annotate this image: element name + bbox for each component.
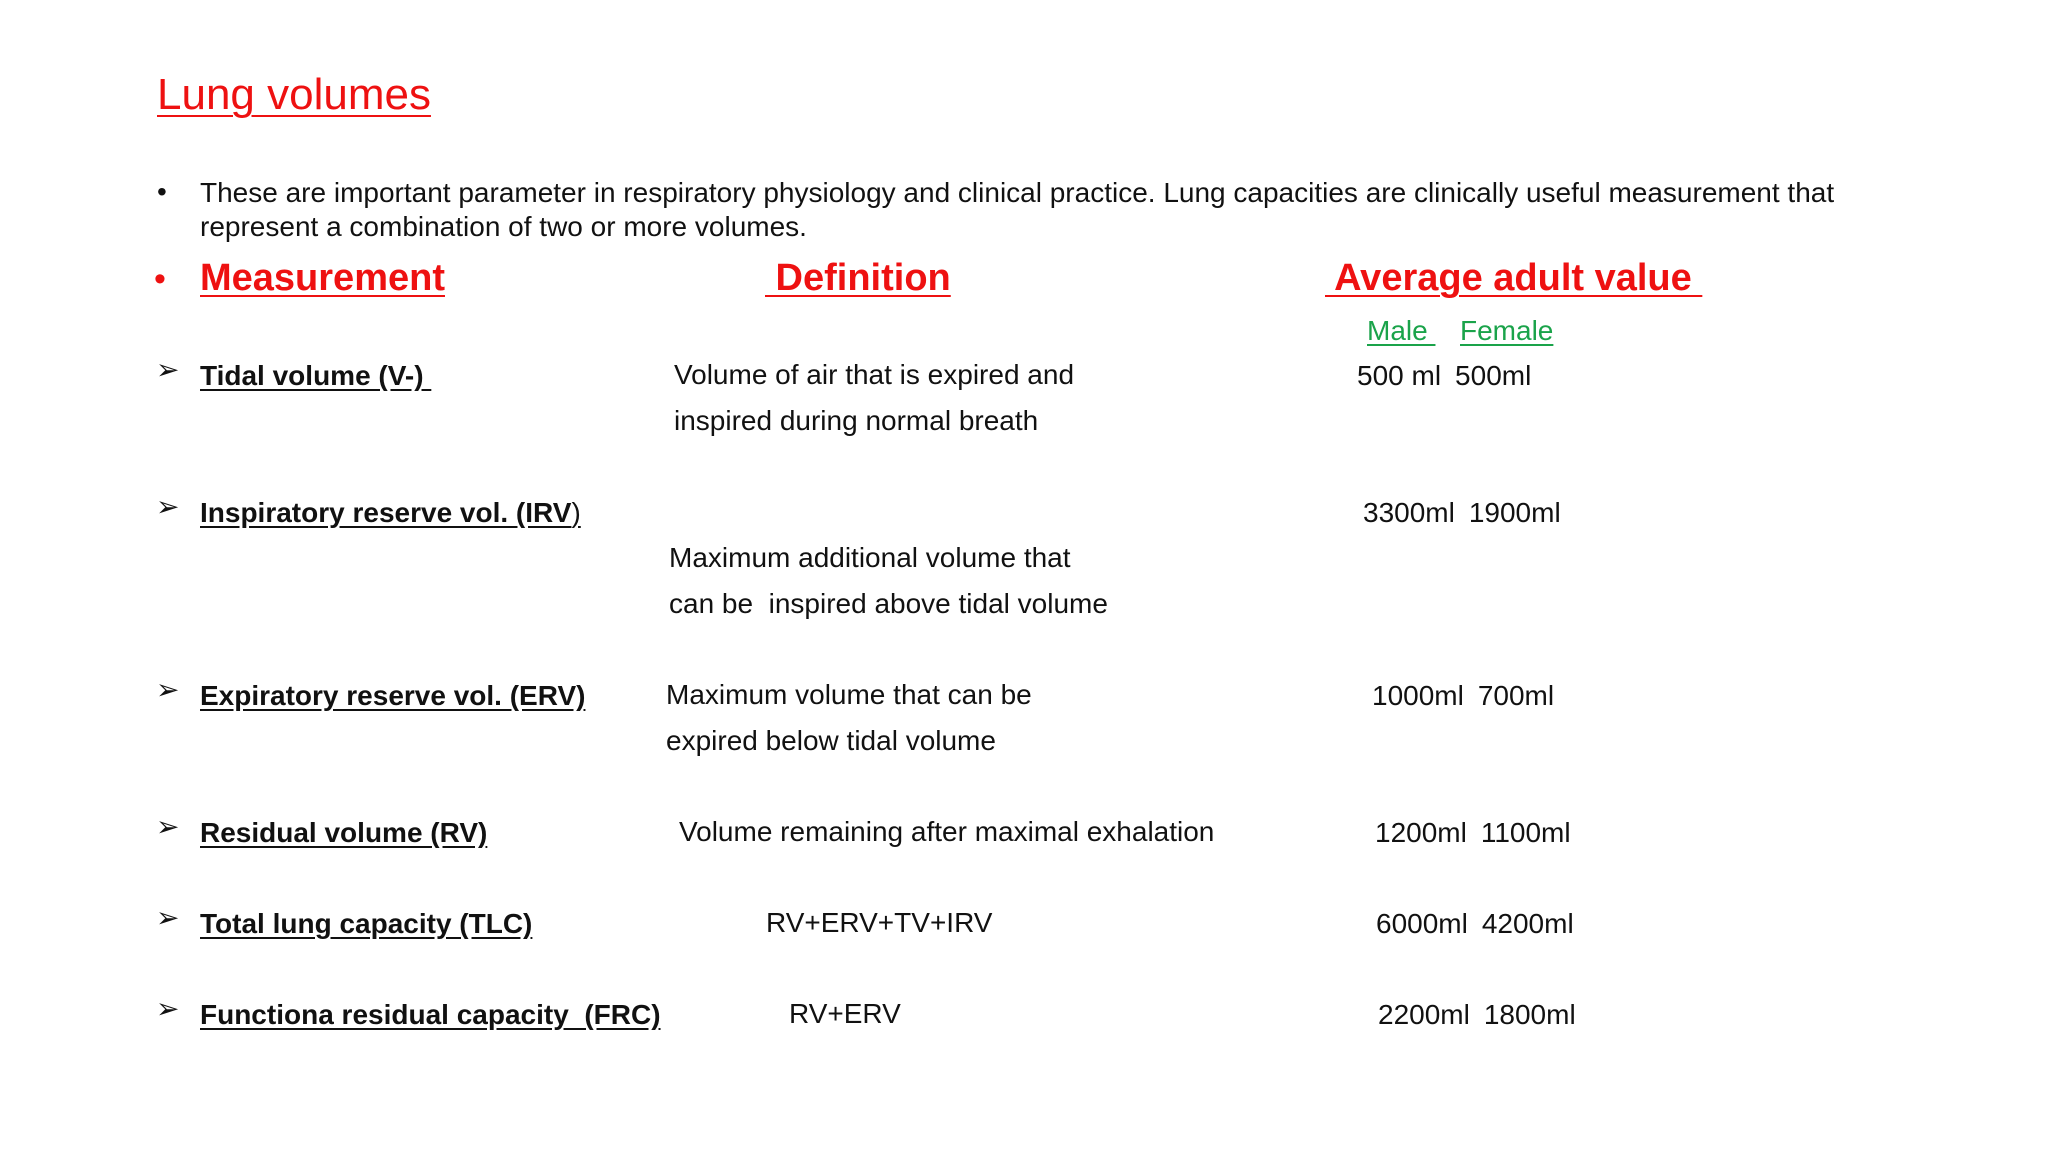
arrow-bullet-icon: ➢ (156, 902, 180, 933)
male-value: 1200ml (1375, 817, 1467, 848)
arrow-bullet-icon: ➢ (156, 811, 180, 842)
arrow-bullet-icon: ➢ (156, 993, 180, 1024)
arrow-bullet-icon: ➢ (156, 491, 180, 522)
definition-line: inspired during normal breath (674, 405, 1039, 436)
definition-line: Volume remaining after maximal exhalation (679, 816, 1215, 847)
male-value: 1000ml (1372, 680, 1464, 711)
definition-line: Volume of air that is expired and (674, 359, 1075, 390)
arrow-bullet-icon: ➢ (156, 354, 180, 385)
measurement-name-text: Functiona residual capacity (FRC) (200, 999, 661, 1030)
female-value: 500ml (1455, 360, 1532, 391)
measurement-name (200, 817, 487, 849)
male-value: 500 ml (1357, 360, 1442, 391)
page-title: Lung volumes (157, 70, 431, 119)
female-value: 1100ml (1480, 817, 1571, 848)
arrow-bullet-icon: ➢ (156, 674, 180, 705)
subheader-male: Male (1367, 315, 1436, 346)
measurement-name (200, 680, 585, 712)
male-value: 2200ml (1378, 999, 1470, 1030)
female-value: 4200ml (1481, 908, 1574, 939)
measurement-definition (789, 991, 901, 1037)
bullet-dot-icon: • (157, 176, 167, 207)
measurement-name (200, 497, 581, 529)
average-values (1372, 680, 1568, 712)
definition-line: RV+ERV (789, 998, 901, 1029)
definition-line: Maximum additional volume that (669, 542, 1071, 573)
male-value: 3300ml (1363, 497, 1455, 528)
average-values (1363, 497, 1575, 529)
measurement-definition (674, 352, 1074, 444)
header-definition: Definition (765, 257, 951, 299)
average-values (1357, 360, 1545, 392)
subheader-female: Female (1460, 315, 1554, 346)
definition-line: expired below tidal volume (666, 725, 996, 756)
female-value: 700ml (1477, 680, 1555, 711)
measurement-definition (766, 900, 992, 946)
male-value: 6000ml (1376, 908, 1468, 939)
intro-paragraph: These are important parameter in respiratory physiology and clinical practice. Lung capacities are clinically useful measurement that represent a combination of two or more volumes. (200, 177, 1835, 242)
measurement-name (200, 360, 431, 392)
measurement-name-text: Expiratory reserve vol. (ERV) (200, 680, 586, 711)
measurement-name-suffix: ) (571, 497, 581, 528)
definition-line: Maximum volume that can be (666, 679, 1032, 710)
average-values (1376, 908, 1588, 940)
measurement-definition (669, 535, 1108, 627)
measurement-name-text: Total lung capacity (TLC) (200, 908, 533, 939)
definition-line: RV+ERV+TV+IRV (766, 907, 993, 938)
female-value: 1900ml (1468, 497, 1561, 528)
measurement-name-text: Tidal volume (V-) (200, 360, 432, 391)
measurement-name-text: Residual volume (RV) (200, 817, 488, 848)
female-value: 1800ml (1483, 999, 1576, 1030)
definition-line: can be inspired above tidal volume (669, 588, 1108, 619)
measurement-name (200, 999, 661, 1031)
measurement-definition (666, 672, 1032, 764)
header-average-value: Average adult value (1325, 257, 1703, 299)
measurement-name (200, 908, 532, 940)
average-values (1375, 817, 1585, 849)
measurement-definition (679, 809, 1214, 855)
average-values (1378, 999, 1590, 1031)
measurement-name-text: Inspiratory reserve vol. (IRV (200, 497, 572, 528)
header-measurement: Measurement (200, 257, 445, 299)
bullet-dot-icon: • (154, 260, 166, 298)
